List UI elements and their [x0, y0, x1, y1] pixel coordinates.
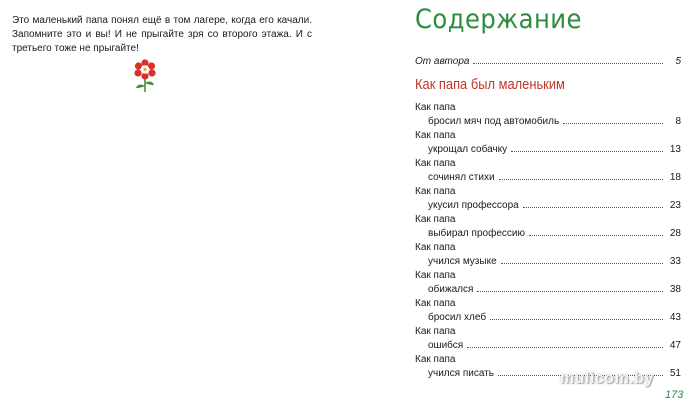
entry-page-number: 43: [669, 312, 681, 323]
toc-entry[interactable]: [415, 130, 681, 158]
author-page-number: 5: [675, 56, 681, 67]
entry-line2: сочинял стихи: [428, 172, 495, 183]
dot-leader: [523, 198, 663, 208]
page-number: 173: [665, 389, 684, 401]
entry-line1: Как папа: [415, 298, 456, 309]
dot-leader: [529, 226, 663, 236]
flower-icon: [131, 59, 159, 93]
entry-line1: Как папа: [415, 130, 456, 141]
toc-entry[interactable]: [415, 158, 681, 186]
entry-page-number: 47: [669, 340, 681, 351]
entry-page-number: 13: [669, 144, 681, 155]
story-paragraph: Это маленький папа понял ещё в том лагере, когда его качали. Запомните это и вы! И не прыгайте зря со второго этажа. И с третьего тоже не прыгайте!: [12, 15, 312, 54]
entry-line2: обижался: [428, 284, 474, 295]
entry-line1: Как папа: [415, 326, 456, 337]
entry-line2: учился музыке: [428, 256, 497, 267]
entry-line2: бросил мяч под автомобиль: [428, 116, 560, 127]
toc-entry[interactable]: [415, 298, 681, 326]
entry-line1: Как папа: [415, 270, 456, 281]
watermark: mulicom.by: [560, 370, 654, 387]
dot-leader: [490, 310, 663, 320]
author-label: От автора: [415, 56, 470, 67]
toc-entry[interactable]: [415, 270, 681, 298]
dot-leader: [511, 142, 663, 152]
entry-line1: Как папа: [415, 354, 456, 365]
toc-entry[interactable]: [415, 186, 681, 214]
section-title: Как папа был маленьким: [415, 76, 565, 93]
entry-page-number: 18: [669, 172, 681, 183]
toc-author-row[interactable]: [415, 54, 681, 68]
entry-page-number: 28: [669, 228, 681, 239]
entry-page-number: 33: [669, 256, 681, 267]
entry-line2: ошибся: [428, 340, 464, 351]
entry-line2: укусил профессора: [428, 200, 519, 211]
entry-line2: укрощал собачку: [428, 144, 508, 155]
entry-page-number: 38: [669, 284, 681, 295]
entry-line2: бросил хлеб: [428, 312, 487, 323]
entry-line1: Как папа: [415, 102, 456, 113]
dot-leader: [467, 338, 663, 348]
toc-entry[interactable]: [415, 214, 681, 242]
toc-entries: [415, 102, 681, 382]
entry-line1: Как папа: [415, 186, 456, 197]
dot-leader: [501, 254, 663, 264]
dot-leader: [499, 170, 663, 180]
entry-page-number: 23: [669, 200, 681, 211]
entry-line1: Как папа: [415, 242, 456, 253]
dot-leader: [477, 282, 663, 292]
toc-entry[interactable]: [415, 326, 681, 354]
toc-entry[interactable]: [415, 102, 681, 130]
entry-line1: Как папа: [415, 158, 456, 169]
toc-entry[interactable]: [415, 242, 681, 270]
entry-page-number: 8: [675, 116, 681, 127]
entry-page-number: 51: [669, 368, 681, 379]
entry-line2: учился писать: [428, 368, 494, 379]
entry-line1: Как папа: [415, 214, 456, 225]
entry-line2: выбирал профессию: [428, 228, 525, 239]
dot-leader: [563, 114, 663, 124]
dot-leader: [473, 54, 663, 64]
toc-title: Содержание: [415, 4, 582, 35]
